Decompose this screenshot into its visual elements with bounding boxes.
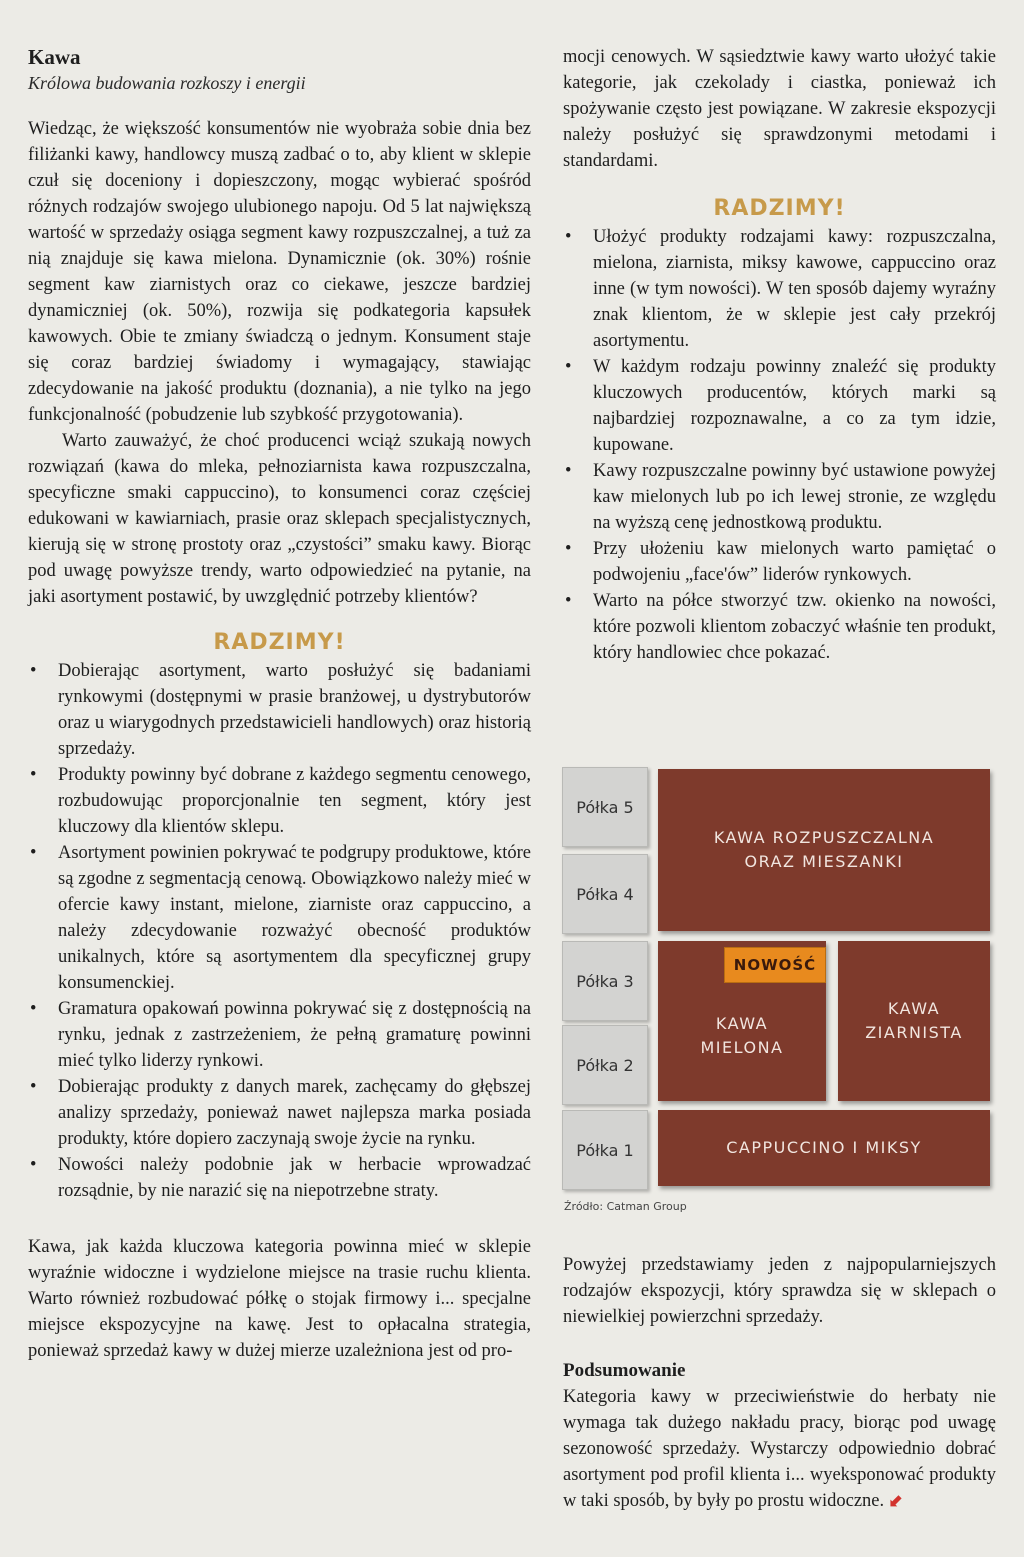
trends-paragraph: Warto zauważyć, że choć producenci wciąż szukają nowych rozwiązań (kawa do mleka, pełnoziarnista kawa rozpuszczalna, specyficzne smaki cappuccino), to konsumenci coraz częściej edukowani w kawiarniach, prasie oraz sklepach specjalistycznych, kierują się w stronę prostoty oraz „czystości” smaku kawy. Biorąc pod uwagę powyższe trendy, warto odpowiedzieć na pytanie, na jaki asortyment postawić, by uwzględnić potrzeby klientów? [28, 431, 531, 607]
shelf-label-2: Półka 2 [562, 1025, 648, 1105]
placement-paragraph: Kawa, jak każda kluczowa kategoria powinna mieć w sklepie wyraźnie widoczne i wydzielone miejsce na trasie ruchu klienta. Warto również rozbudować półkę o stojak firmowy i... specjalne miejsce ekspozycyjne na kawę. Jest to opłacalna strategia, ponieważ sprzedaż kawy w dużej mierze uzależniona jest od pro- [28, 1237, 531, 1361]
bullet-icon: • [30, 843, 37, 863]
bullet-icon: • [565, 461, 572, 481]
bullet-icon: • [30, 765, 37, 785]
list-item-text: Nowości należy podobnie jak w herbacie wprowadzać rozsądnie, by nie narazić się na niepotrzebne straty. [58, 1155, 531, 1201]
list-item [563, 588, 996, 666]
coffee-beans-block [838, 941, 990, 1101]
summary-paragraph [563, 1384, 996, 1514]
intro-paragraph: Wiedząc, że większość konsumentów nie wyobraża sobie dnia bez filiżanki kawy, handlowcy muszą zadbać o to, aby klient w sklepie czuł się doceniony i dopieszczony, mogąc wybierać spośród różnych rodzajów swojego ulubionego napoju. Od 5 lat największą wartość w sprzedaży osiąga segment kawy rozpuszczalnej, a tuż za nią znajduje się kawa mielona. Dynamicznie (ok. 30%) rośnie segment kaw ziarnistych oraz co ciekawe, jeszcze bardziej dynamiczniej (ok. 50%), rozwija się podkategoria kapsułek kawowych. Obie te zmiany świadczą o jednym. Konsument staje się coraz bardziej świadomy i wymagający, stawiając zdecydowanie na jakość produktu (doznania), a nie tylko na jego funkcjonalność (pobudzenie lub szybkość przygotowania). [28, 119, 531, 425]
bullet-icon: • [565, 591, 572, 611]
list-item-text: Ułożyć produkty rodzajami kawy: rozpuszczalna, mielona, ziarnista, miksy kawowe, cappuccino oraz inne (w tym nowości). W ten sposób dajemy wyraźny znak klientom, że w sklepie jest cały przekrój asortymentu. [593, 227, 996, 351]
instant-coffee-block [658, 769, 990, 931]
bullet-icon: • [30, 661, 37, 681]
list-item [28, 1152, 531, 1204]
bullet-icon: • [565, 357, 572, 377]
list-item-text: Przy ułożeniu kaw mielonych warto pamiętać o podwojeniu „face'ów” liderów rynkowych. [593, 539, 996, 585]
list-item [563, 354, 996, 458]
list-item [563, 224, 996, 354]
list-item-text: Gramatura opakowań powinna pokrywać się z dostępnością na rynku, jednak z zastrzeżeniem, że pełną gramaturę powinni mieć tylko liderzy rynkowi. [58, 999, 531, 1071]
cappuccino-block: CAPPUCCINO I MIKSY [658, 1110, 990, 1186]
bullet-icon: • [30, 1155, 37, 1175]
assortment-tips-list [28, 658, 531, 1204]
shelf-planogram-diagram [562, 767, 996, 1211]
list-item [28, 1074, 531, 1152]
article-title: Kawa [28, 45, 81, 69]
coffee-beans-line-2: ZIARNISTA [865, 1023, 963, 1042]
list-item [28, 996, 531, 1074]
shelf-label-4: Półka 4 [562, 854, 648, 934]
coffee-beans-line-1: KAWA [887, 999, 941, 1018]
ground-coffee-line-1: KAWA [715, 1014, 769, 1033]
bullet-icon: • [565, 227, 572, 247]
diagram-caption-paragraph: Powyżej przedstawiamy jeden z najpopularniejszych rodzajów ekspozycji, który sprawdza się w sklepach o niewielkiej powierzchni sprzedaży. [563, 1255, 996, 1327]
list-item-text: Kawy rozpuszczalne powinny być ustawione powyżej kaw mielonych lub po ich lewej stronie, ze względu na wyższą cenę jednostkową produktu. [593, 461, 996, 533]
bullet-icon: • [30, 1077, 37, 1097]
summary-text: Kategoria kawy w przeciwieństwie do herbaty nie wymaga tak dużego nakładu pracy, biorąc pod uwagę sezonowość sprzedaży. Wystarczy odpowiednio dobrać asortyment pod profil klienta i... wyeksponować produkty w taki sposób, by były po prostu widoczne. [563, 1387, 996, 1511]
radzimy-heading-assortment: RADZIMY! [213, 630, 346, 655]
list-item-text: Dobierając produkty z danych marek, zachęcamy do głębszej analizy sprzedaży, ponieważ nawet najlepsza marka posiada produkty, które dopiero zaczynają swoje życie na rynku. [58, 1077, 531, 1149]
ground-coffee-line-2: MIELONA [700, 1038, 784, 1057]
article-subtitle: Królowa budowania rozkoszy i energii [28, 73, 306, 93]
bullet-icon: • [565, 539, 572, 559]
end-mark-icon: ⬋ [888, 1490, 904, 1511]
list-item-text: Produkty powinny być dobrane z każdego segmentu cenowego, rozbudowując proporcjonalnie ten segment, który jest kluczowy dla klientów sklepu. [58, 765, 531, 837]
list-item [28, 762, 531, 840]
list-item-text: Asortyment powinien pokrywać te podgrupy produktowe, które są zgodne z segmentacją cenową. Obowiązkowo należy mieć w ofercie kawy instant, mielone, ziarniste oraz cappuccino, a należy zdecydowanie rozważyć obecność produktów unikalnych, które są asortymentem dla specyficznej grupy konsumenckiej. [58, 843, 531, 993]
new-products-badge: NOWOŚĆ [724, 947, 826, 983]
left-column [28, 44, 531, 1364]
radzimy-heading-display: RADZIMY! [713, 196, 846, 221]
right-column-bottom [563, 1252, 996, 1514]
shelf-label-1: Półka 1 [562, 1110, 648, 1190]
diagram-source: Źródło: Catman Group [564, 1200, 687, 1213]
list-item [28, 840, 531, 996]
list-item [28, 658, 531, 762]
list-item-text: W każdym rodzaju powinny znaleźć się produkty kluczowych producentów, których marki są najbardziej rozpoznawalne, a co za tym idzie, kupowane. [593, 357, 996, 455]
instant-coffee-line-2: ORAZ MIESZANKI [744, 852, 904, 871]
shelf-label-3: Półka 3 [562, 941, 648, 1021]
shelf-label-5: Półka 5 [562, 767, 648, 847]
list-item-text: Warto na półce stworzyć tzw. okienko na nowości, które pozwoli klientom zobaczyć właśnie ten produkt, który handlowiec chce pokazać. [593, 591, 996, 663]
instant-coffee-line-1: KAWA ROZPUSZCZALNA [713, 828, 935, 847]
display-tips-list [563, 224, 996, 666]
list-item [563, 458, 996, 536]
continuation-paragraph: mocji cenowych. W sąsiedztwie kawy warto ułożyć takie kategorie, jak czekolady i ciastka, ponieważ ich spożywanie często jest powiązane. W zakresie ekspozycji należy posłużyć się sprawdzonymi metodami i standardami. [563, 47, 996, 171]
bullet-icon: • [30, 999, 37, 1019]
list-item-text: Dobierając asortyment, warto posłużyć się badaniami rynkowymi (dostępnymi w prasie branżowej, u dystrybutorów oraz u wiarygodnych przedstawicieli handlowych) oraz historią sprzedaży. [58, 661, 531, 759]
list-item [563, 536, 996, 588]
right-column [563, 44, 996, 666]
summary-heading: Podsumowanie [563, 1360, 686, 1381]
